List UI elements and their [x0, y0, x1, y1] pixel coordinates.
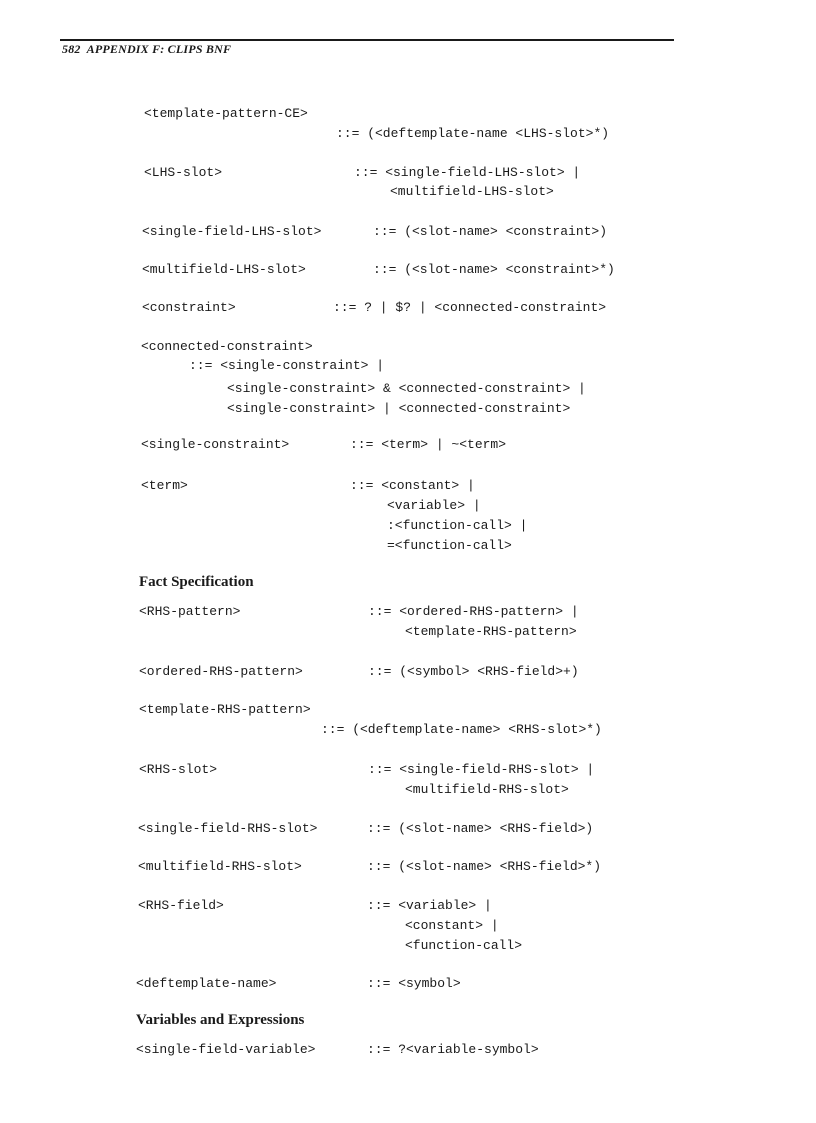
section-heading-variables-and-expressions: Variables and Expressions — [136, 1012, 305, 1028]
rule-rhs: ::= ? | $? | <connected-constraint> — [333, 300, 607, 315]
rule-rhs: ::= <single-constraint> | — [189, 358, 385, 373]
rule-rhs: ::= <constant> | — [350, 478, 475, 493]
rule-lhs: <single-field-variable> — [136, 1042, 316, 1057]
rule-rhs: ::= (<slot-name> <RHS-field>) — [367, 821, 594, 836]
rule-rhs: <multifield-RHS-slot> — [405, 782, 569, 797]
rule-lhs: <template-pattern-CE> — [144, 106, 308, 121]
rule-lhs: <ordered-RHS-pattern> — [139, 664, 303, 679]
rule-rhs: ::= <variable> | — [367, 898, 492, 913]
rule-lhs: <connected-constraint> — [141, 339, 313, 354]
rule-lhs: <multifield-LHS-slot> — [142, 262, 306, 277]
rule-rhs: ::= (<deftemplate-name> <RHS-slot>*) — [321, 722, 602, 737]
rule-rhs: :<function-call> | — [387, 518, 528, 533]
rule-rhs: <function-call> — [405, 938, 523, 953]
rule-lhs: <RHS-slot> — [139, 762, 218, 777]
rule-rhs: ::= ?<variable-symbol> — [367, 1042, 539, 1057]
rule-rhs: ::= <symbol> — [367, 976, 461, 991]
page-number: 582 — [62, 42, 81, 56]
rule-rhs: ::= <single-field-LHS-slot> | — [354, 165, 581, 180]
rule-rhs: ::= (<symbol> <RHS-field>+) — [368, 664, 579, 679]
rule-rhs: <constant> | — [405, 918, 499, 933]
rule-rhs: =<function-call> — [387, 538, 512, 553]
rule-rhs: ::= (<deftemplate-name <LHS-slot>*) — [336, 126, 610, 141]
rule-rhs: <variable> | — [387, 498, 481, 513]
rule-lhs: <constraint> — [142, 300, 236, 315]
rule-rhs: <single-constraint> & <connected-constraint> | — [227, 381, 586, 396]
rule-rhs: ::= <single-field-RHS-slot> | — [368, 762, 595, 777]
rule-rhs: <multifield-LHS-slot> — [390, 184, 554, 199]
rule-lhs: <term> — [141, 478, 188, 493]
rule-lhs: <multifield-RHS-slot> — [138, 859, 302, 874]
section-heading-fact-specification: Fact Specification — [139, 574, 254, 590]
rule-rhs: ::= (<slot-name> <constraint>) — [373, 224, 608, 239]
rule-rhs: ::= (<slot-name> <RHS-field>*) — [367, 859, 602, 874]
header-rule — [60, 39, 674, 41]
rule-rhs: ::= <ordered-RHS-pattern> | — [368, 604, 579, 619]
rule-lhs: <template-RHS-pattern> — [139, 702, 311, 717]
rule-rhs: ::= <term> | ~<term> — [350, 437, 507, 452]
rule-rhs: <single-constraint> | <connected-constraint> — [227, 401, 571, 416]
rule-lhs: <single-field-LHS-slot> — [142, 224, 322, 239]
rule-lhs: <RHS-pattern> — [139, 604, 241, 619]
rule-lhs: <LHS-slot> — [144, 165, 223, 180]
rule-rhs: <template-RHS-pattern> — [405, 624, 577, 639]
rule-lhs: <deftemplate-name> — [136, 976, 277, 991]
rule-lhs: <single-field-RHS-slot> — [138, 821, 318, 836]
running-header — [62, 42, 231, 57]
rule-lhs: <single-constraint> — [141, 437, 290, 452]
rule-lhs: <RHS-field> — [138, 898, 224, 913]
rule-rhs: ::= (<slot-name> <constraint>*) — [373, 262, 615, 277]
chapter-title: APPENDIX F: CLIPS BNF — [86, 42, 232, 56]
